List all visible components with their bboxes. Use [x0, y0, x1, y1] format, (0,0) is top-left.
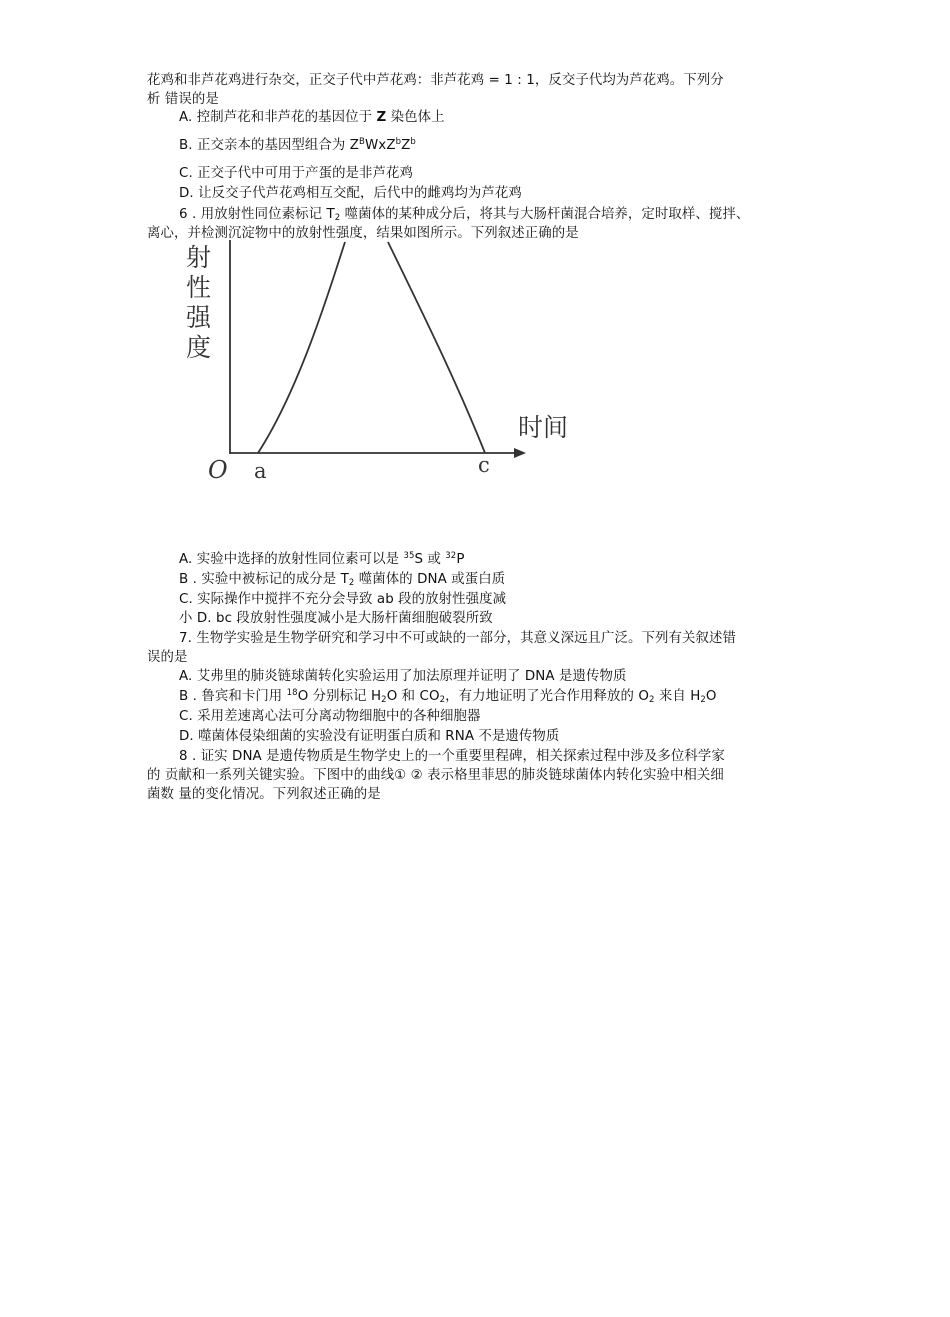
q5-option-b: B. 正交亲本的基因型组合为 $Z^BWxZ^bZ^b$	[179, 137, 416, 153]
radioactivity-graph	[180, 238, 590, 488]
q7-stem-line-2: 误的是	[147, 650, 188, 665]
q5-stem-line-2: 析 错误的是	[147, 92, 219, 107]
q6-option-c-d: 小 D. bc 段放射性强度减小是大肠杆菌细胞破裂所致	[179, 611, 493, 626]
point-c-label: c	[478, 453, 490, 477]
q8-stem-line-1: 8 . 证实 DNA 是遗传物质是生物学史上的一个重要里程碑，相关探索过程中涉及多位科学家	[179, 749, 725, 764]
point-a-label: a	[254, 459, 267, 483]
q7-option-a: A. 艾弗里的肺炎链球菌转化实验运用了加法原理并证明了 DNA 是遗传物质	[179, 669, 627, 684]
q7-option-c: C. 采用差速离心法可分离动物细胞中的各种细胞器	[179, 709, 481, 724]
x-axis-label: 时间	[518, 413, 569, 442]
origin-label: O	[208, 456, 228, 484]
curve-rising-segment	[258, 242, 345, 453]
y-axis-label-char: 性	[186, 273, 212, 302]
q8-stem-line-2: 的 贡献和一系列关键实验。下图中的曲线① ② 表示格里菲思的肺炎链球菌体内转化实验中相关细	[147, 768, 724, 783]
q7-option-d: D. 噬菌体侵染细菌的实验没有证明蛋白质和 RNA 不是遗传物质	[179, 729, 560, 744]
q5-option-d: D. 让反交子代芦花鸡相互交配，后代中的雌鸡均为芦花鸡	[179, 186, 522, 201]
q7-option-b: B . 鲁宾和卡门用 $^{18}$O 分别标记 $H_2O$ 和 $CO_2$，有力地证明了光合作用释放的 $O_2$ 来自 $H_2O$	[179, 688, 717, 705]
x-axis-arrow	[514, 448, 526, 458]
curve-falling-segment	[388, 242, 485, 453]
q6-stem-line-2: 离心，并检测沉淀物中的放射性强度，结果如图所示。下列叙述正确的是	[147, 226, 579, 241]
q6-option-c: C. 实际操作中搅拌不充分会导致 ab 段的放射性强度减	[179, 592, 507, 607]
y-axis-label-char: 度	[186, 333, 212, 362]
q8-stem-line-3: 菌数 量的变化情况。下列叙述正确的是	[147, 787, 381, 802]
q5-option-a: A. 控制芦花和非芦花的基因位于 Z 染色体上	[179, 110, 445, 125]
q5-option-c: C. 正交子代中可用于产蛋的是非芦花鸡	[179, 166, 414, 181]
y-axis-label-char: 强	[186, 303, 212, 332]
q7-stem-line-1: 7. 生物学实验是生物学研究和学习中不可或缺的一部分，其意义深远且广泛。下列有关叙述错	[179, 631, 736, 646]
q6-option-b: B . 实验中被标记的成分是 $T_2$ 噬菌体的 DNA 或蛋白质	[179, 572, 506, 588]
q6-option-a: A. 实验中选择的放射性同位素可以是 $^{35}$S 或 $^{32}$P	[179, 551, 465, 567]
q5-stem-line-1: 花鸡和非芦花鸡进行杂交，正交子代中芦花鸡：非芦花鸡 = 1 : 1，反交子代均为芦花鸡。下列分	[147, 73, 724, 88]
q6-stem-line-1: 6 . 用放射性同位素标记 $T_2$ 噬菌体的某种成分后，将其与大肠杆菌混合培养，定时取样、搅拌、	[179, 207, 750, 223]
y-axis-label-char: 射	[186, 243, 212, 272]
